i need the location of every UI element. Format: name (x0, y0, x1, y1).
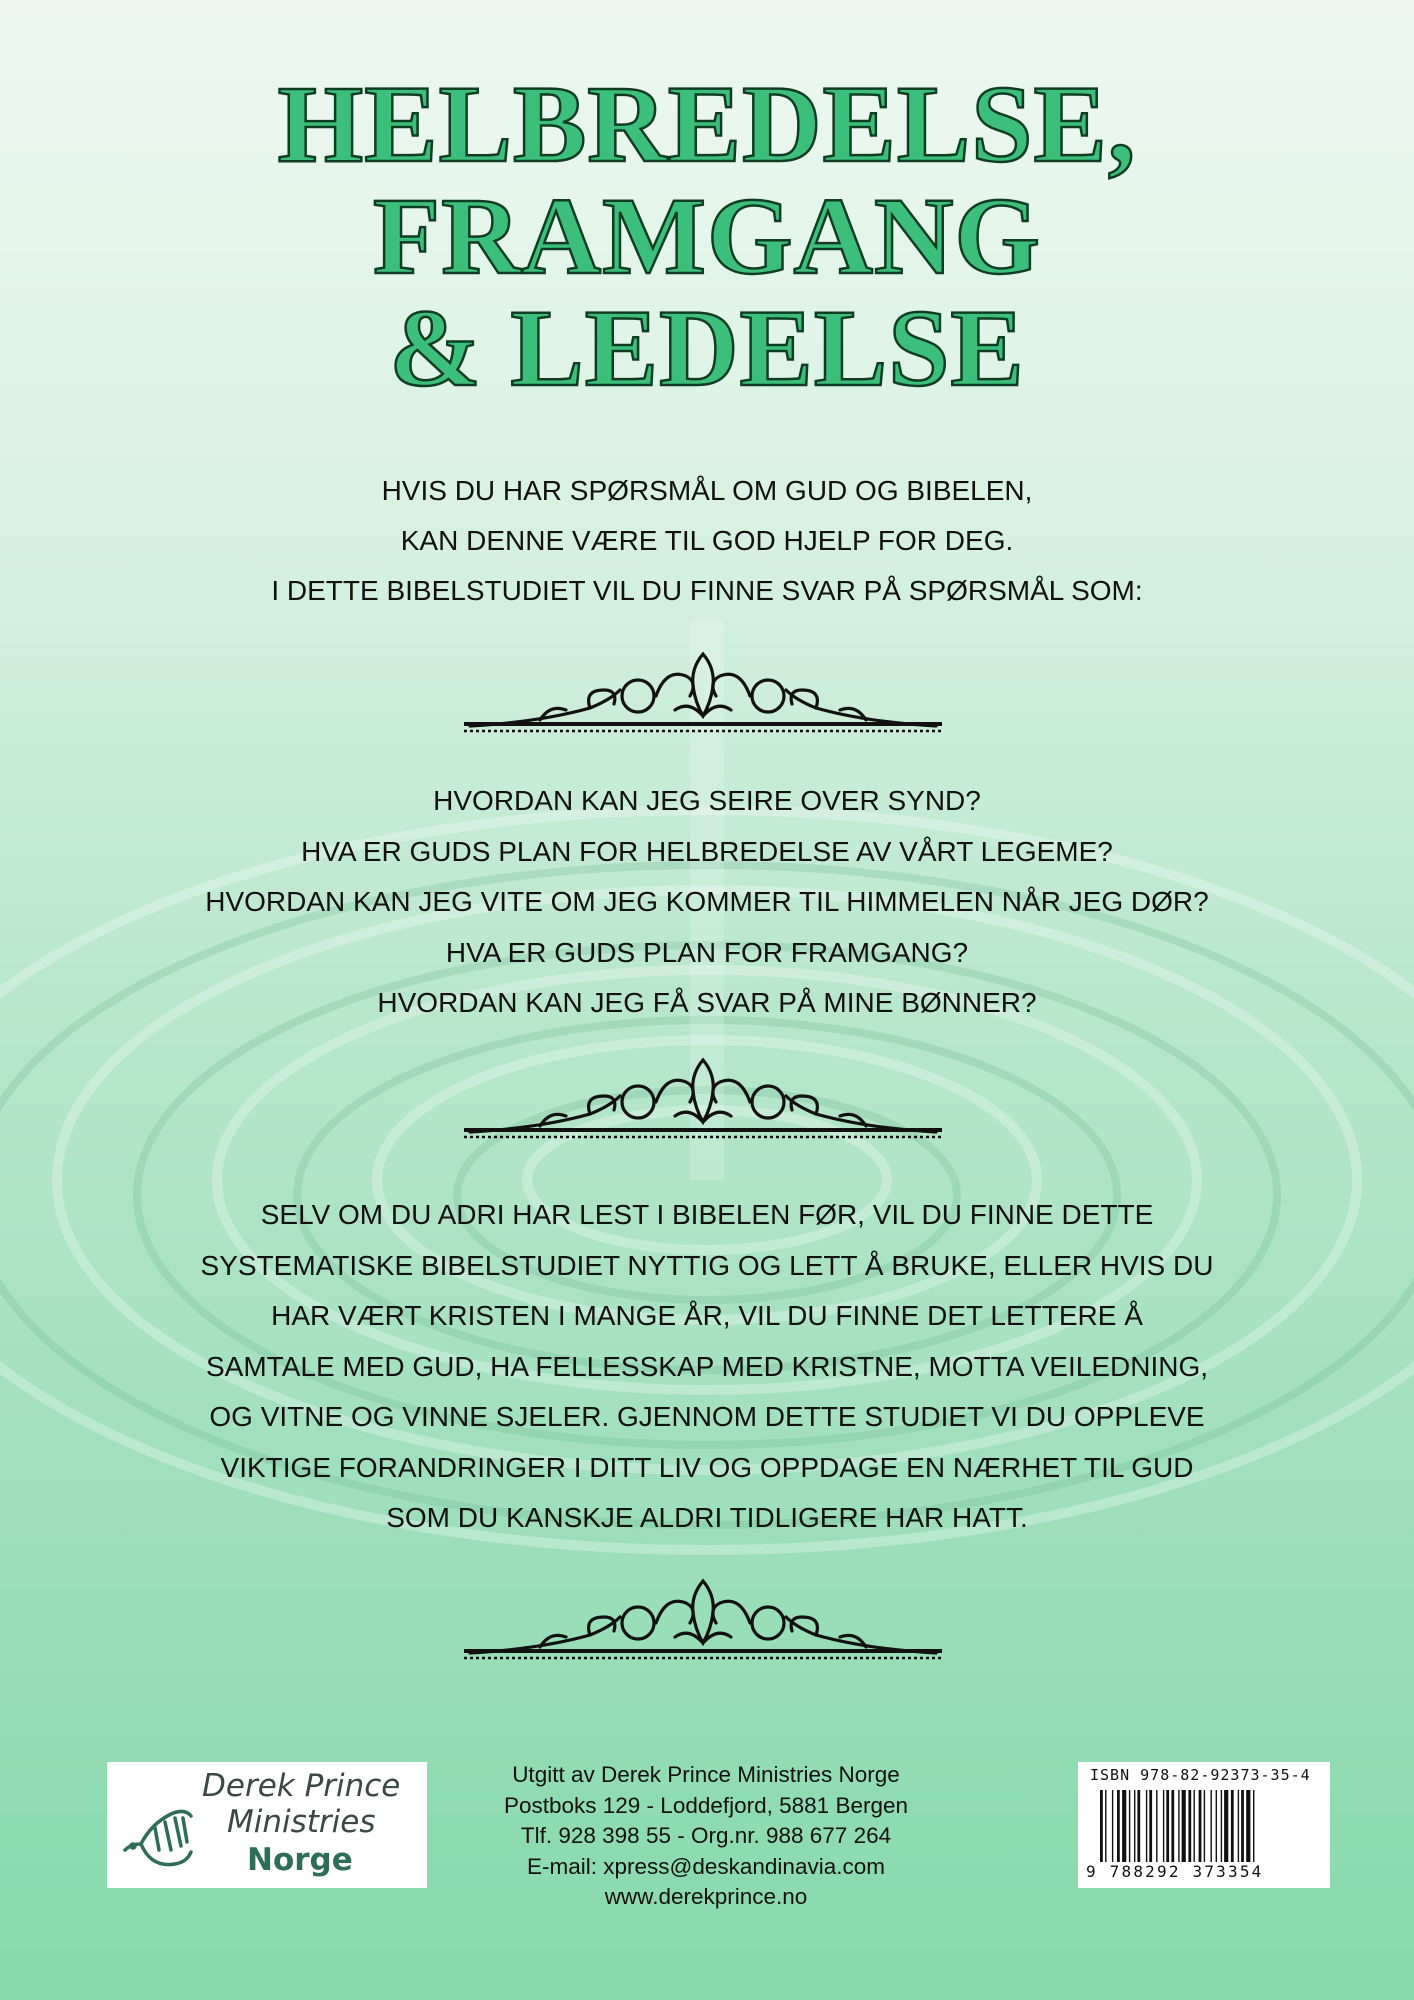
intro-line: HVIS DU HAR SPØRSMÅL OM GUD OG BIBELEN, (381, 475, 1033, 506)
question-item: HVA ER GUDS PLAN FOR HELBREDELSE AV VÅRT LEGEME? (301, 835, 1113, 867)
logo-line-1: Derek Prince (202, 1768, 401, 1804)
intro-line: I DETTE BIBELSTUDIET VIL DU FINNE SVAR PÅ SPØRSMÅL SOM: (271, 575, 1143, 606)
book-title (0, 63, 1414, 409)
description-paragraph (0, 1190, 1414, 1544)
barcode-bars-icon (1100, 1790, 1308, 1866)
ornament-divider-icon (460, 1054, 946, 1140)
paragraph-line: OG VITNE OG VINNE SJELER. GJENNOM DETTE STUDIET VI DU OPPLEVE (209, 1401, 1205, 1432)
publisher-website: www.derekprince.no (604, 1884, 808, 1909)
question-item: HVORDAN KAN JEG SEIRE OVER SYND? (433, 785, 981, 816)
publisher-address: Postboks 129 - Loddefjord, 5881 Bergen (503, 1792, 909, 1818)
publisher-email: E-mail: xpress@deskandinavia.com (527, 1853, 885, 1879)
logo-line-3: Norge (247, 1842, 353, 1878)
question-item: HVA ER GUDS PLAN FOR FRAMGANG? (445, 936, 969, 968)
publisher-logo (107, 1762, 427, 1888)
title-line-1: HELBREDELSE, (277, 63, 1137, 185)
publisher-phone: Tlf. 928 398 55 - Org.nr. 988 677 264 (520, 1823, 892, 1848)
paragraph-line: SYSTEMATISKE BIBELSTUDIET NYTTIG OG LETT Å BRUKE, ELLER HVIS DU (200, 1249, 1214, 1281)
paragraph-line: SAMTALE MED GUD, HA FELLESSKAP MED KRISTNE, MOTTA VEILEDNING, (206, 1350, 1208, 1382)
ornament-divider-icon (460, 1575, 946, 1661)
ornament-divider-icon (460, 648, 946, 734)
paragraph-line: SELV OM DU ADRI HAR LEST I BIBELEN FØR, VIL DU FINNE DETTE (260, 1199, 1154, 1230)
question-list (0, 776, 1414, 1029)
intro-text (0, 466, 1414, 616)
isbn-label: ISBN 978-82-92373-35-4 (1090, 1766, 1311, 1784)
logo-line-2: Ministries (227, 1804, 376, 1840)
dove-icon (115, 1788, 195, 1878)
barcode-digits: 9 788292 373354 (1086, 1862, 1264, 1881)
title-line-3: & LEDELSE (389, 287, 1025, 409)
question-item: HVORDAN KAN JEG VITE OM JEG KOMMER TIL HIMMELEN NÅR JEG DØR? (205, 886, 1209, 917)
paragraph-line: HAR VÆRT KRISTEN I MANGE ÅR, VIL DU FINNE DET LETTERE Å (271, 1300, 1143, 1331)
publisher-info (456, 1760, 956, 1913)
intro-line: KAN DENNE VÆRE TIL GOD HJELP FOR DEG. (400, 525, 1014, 556)
question-item: HVORDAN KAN JEG FÅ SVAR PÅ MINE BØNNER? (377, 987, 1037, 1018)
isbn-barcode (1078, 1762, 1330, 1888)
paragraph-line: SOM DU KANSKJE ALDRI TIDLIGERE HAR HATT. (386, 1502, 1028, 1533)
publisher-name: Utgitt av Derek Prince Ministries Norge (512, 1762, 900, 1787)
paragraph-line: VIKTIGE FORANDRINGER I DITT LIV OG OPPDAGE EN NÆRHET TIL GUD (220, 1451, 1194, 1483)
title-line-2: FRAMGANG (373, 175, 1041, 297)
